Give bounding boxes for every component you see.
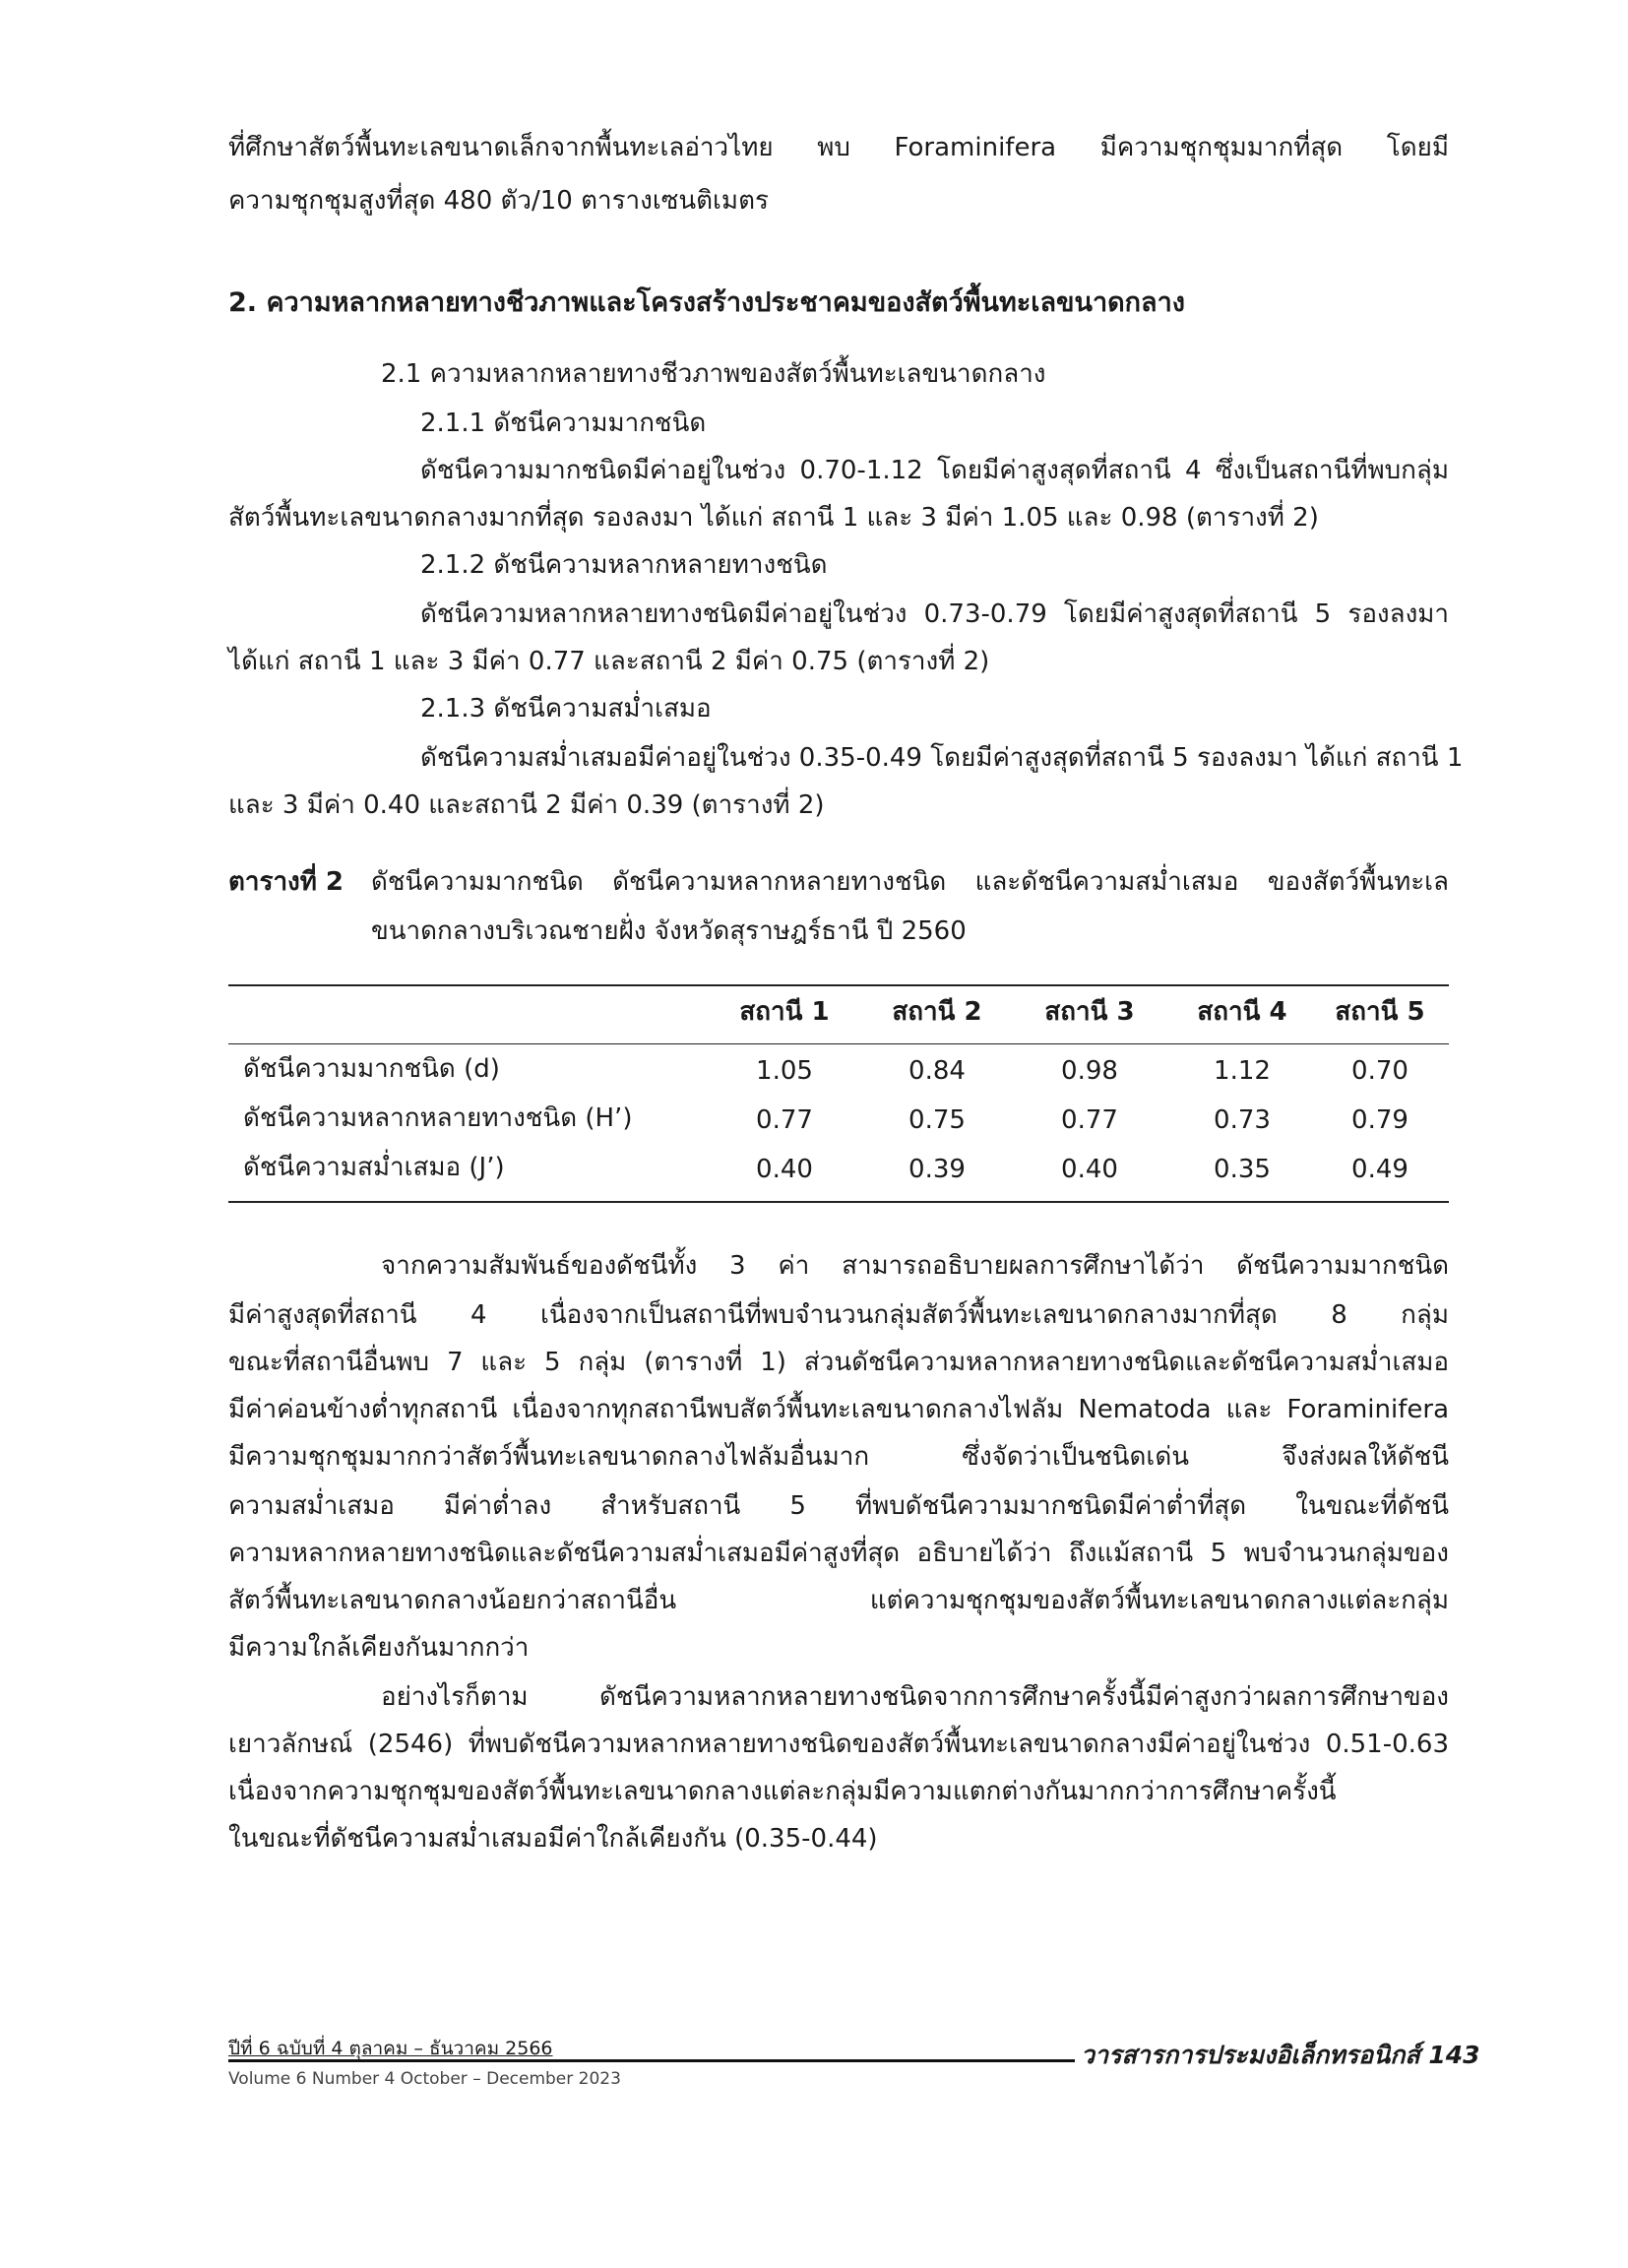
table-2-label: ตารางที่ 2 [228, 867, 344, 897]
table-header-station-3: สถานี 3 [1044, 997, 1135, 1027]
table-row-label: ดัชนีความมากชนิด (d) [243, 1054, 500, 1084]
table-header-station-4: สถานี 4 [1197, 997, 1287, 1027]
discussion-p1-line: ความหลากหลายทางชนิดและดัชนีความสม่ำเสมอมีค่าสูงที่สุด อธิบายได้ว่า ถึงแม้สถานี 5 พบจำนวนกลุ่มของ [228, 1539, 1449, 1568]
table-cell: 0.40 [756, 1155, 813, 1184]
table-rule-bottom [228, 1201, 1449, 1203]
discussion-p1-line: มีค่าค่อนข้างต่ำทุกสถานี เนื่องจากทุกสถานีพบสัตว์พื้นทะเลขนาดกลางไฟลัม Nematoda และ Foraminifera [228, 1395, 1449, 1424]
table-cell: 0.77 [1061, 1105, 1118, 1135]
discussion-p2-line: เนื่องจากความชุกชุมของสัตว์พื้นทะเลขนาดกลางแต่ละกลุ่มมีความแตกต่างกันมากกว่าการศึกษาครั้งนี้ [228, 1777, 1337, 1806]
para-2-1-2-line-1: ดัชนีความหลากหลายทางชนิดมีค่าอยู่ในช่วง 0.73-0.79 โดยมีค่าสูงสุดที่สถานี 5 รองลงมา [420, 599, 1449, 629]
discussion-p1-line: ขณะที่สถานีอื่นพบ 7 และ 5 กลุ่ม (ตารางที่ 1) ส่วนดัชนีความหลากหลายทางชนิดและดัชนีความสม่ำเสมอ [228, 1348, 1449, 1377]
table-cell: 0.40 [1061, 1155, 1118, 1184]
discussion-p2-line: อย่างไรก็ตาม ดัชนีความหลากหลายทางชนิดจากการศึกษาครั้งนี้มีค่าสูงกว่าผลการศึกษาของ [381, 1682, 1449, 1712]
table-cell: 0.73 [1214, 1105, 1271, 1135]
table-cell: 0.35 [1214, 1155, 1271, 1184]
table-cell: 0.84 [908, 1056, 966, 1086]
para-2-1-1-line-2: สัตว์พื้นทะเลขนาดกลางมากที่สุด รองลงมา ได้แก่ สถานี 1 และ 3 มีค่า 1.05 และ 0.98 (ตารางที่ 2) [228, 503, 1319, 533]
para-2-1-3-line-2: และ 3 มีค่า 0.40 และสถานี 2 มีค่า 0.39 (ตารางที่ 2) [228, 790, 825, 820]
subsection-2-1-heading: 2.1 ความหลากหลายทางชีวภาพของสัตว์พื้นทะเลขนาดกลาง [381, 359, 1046, 389]
footer-issue-thai: ปีที่ 6 ฉบับที่ 4 ตุลาคม – ธันวาคม 2566 [228, 2038, 553, 2059]
discussion-p1-line: ความสม่ำเสมอ มีค่าต่ำลง สำหรับสถานี 5 ที่พบดัชนีความมากชนิดมีค่าต่ำที่สุด ในขณะที่ดัชนี [228, 1491, 1449, 1521]
discussion-p1-line: มีความใกล้เคียงกันมากกว่า [228, 1633, 530, 1663]
discussion-p1-line: จากความสัมพันธ์ของดัชนีทั้ง 3 ค่า สามารถอธิบายผลการศึกษาได้ว่า ดัชนีความมากชนิด [381, 1251, 1449, 1281]
table-row-label: ดัชนีความสม่ำเสมอ (J’) [243, 1153, 505, 1182]
para-2-1-2-line-2: ได้แก่ สถานี 1 และ 3 มีค่า 0.77 และสถานี 2 มีค่า 0.75 (ตารางที่ 2) [228, 647, 990, 676]
table-2-caption-line-2: ขนาดกลางบริเวณชายฝั่ง จังหวัดสุราษฎร์ธานี ปี 2560 [371, 916, 967, 946]
table-cell: 0.49 [1351, 1155, 1409, 1184]
subsection-2-1-3-heading: 2.1.3 ดัชนีความสม่ำเสมอ [420, 694, 712, 724]
table-cell: 0.98 [1061, 1056, 1118, 1086]
footer-issue-english: Volume 6 Number 4 October – December 2023 [228, 2069, 621, 2089]
discussion-p1-line: มีค่าสูงสุดที่สถานี 4 เนื่องจากเป็นสถานีที่พบจำนวนกลุ่มสัตว์พื้นทะเลขนาดกลางมากที่สุด 8 กลุ่ม [228, 1300, 1449, 1330]
table-cell: 0.70 [1351, 1056, 1409, 1086]
discussion-p2-line: ในขณะที่ดัชนีความสม่ำเสมอมีค่าใกล้เคียงกัน (0.35-0.44) [228, 1824, 878, 1854]
table-2-caption-line-1: ดัชนีความมากชนิด ดัชนีความหลากหลายทางชนิด และดัชนีความสม่ำเสมอ ของสัตว์พื้นทะเล [371, 867, 1449, 897]
footer-rule [228, 2059, 1075, 2062]
intro-line-1: ที่ศึกษาสัตว์พื้นทะเลขนาดเล็กจากพื้นทะเลอ่าวไทย พบ Foraminifera มีความชุกชุมมากที่สุด โดยมี [228, 133, 1449, 162]
discussion-p1-line: มีความชุกชุมมากกว่าสัตว์พื้นทะเลขนาดกลางไฟลัมอื่นมาก ซึ่งจัดว่าเป็นชนิดเด่น จึงส่งผลให้ดัชนี [228, 1442, 1449, 1472]
footer-page-number: 143 [1428, 2041, 1480, 2069]
para-2-1-3-line-1: ดัชนีความสม่ำเสมอมีค่าอยู่ในช่วง 0.35-0.49 โดยมีค่าสูงสุดที่สถานี 5 รองลงมา ได้แก่ สถานี 1 [420, 743, 1464, 773]
table-cell: 1.05 [756, 1056, 813, 1086]
para-2-1-1-line-1: ดัชนีความมากชนิดมีค่าอยู่ในช่วง 0.70-1.12 โดยมีค่าสูงสุดที่สถานี 4 ซึ่งเป็นสถานีที่พบกลุ่ม [420, 456, 1449, 485]
section-2-heading: 2. ความหลากหลายทางชีวภาพและโครงสร้างประชาคมของสัตว์พื้นทะเลขนาดกลาง [228, 287, 1185, 318]
footer-journal [1081, 2041, 1480, 2070]
subsection-2-1-1-heading: 2.1.1 ดัชนีความมากชนิด [420, 409, 707, 438]
table-rule-mid [228, 1043, 1449, 1044]
footer-journal-title: วารสารการประมงอิเล็กทรอนิกส์ [1081, 2041, 1420, 2069]
discussion-p2-line: เยาวลักษณ์ (2546) ที่พบดัชนีความหลากหลายทางชนิดของสัตว์พื้นทะเลขนาดกลางมีค่าอยู่ในช่วง 0.51-0.63 [228, 1730, 1449, 1759]
table-header-station-1: สถานี 1 [739, 997, 830, 1027]
table-cell: 1.12 [1214, 1056, 1271, 1086]
table-header-station-5: สถานี 5 [1335, 997, 1425, 1027]
intro-line-2: ความชุกชุมสูงที่สุด 480 ตัว/10 ตารางเซนติเมตร [228, 186, 769, 216]
table-cell: 0.39 [908, 1155, 966, 1184]
table-cell: 0.75 [908, 1105, 966, 1135]
table-header-station-2: สถานี 2 [892, 997, 982, 1027]
table-cell: 0.77 [756, 1105, 813, 1135]
subsection-2-1-2-heading: 2.1.2 ดัชนีความหลากหลายทางชนิด [420, 550, 828, 580]
discussion-p1-line: สัตว์พื้นทะเลขนาดกลางน้อยกว่าสถานีอื่น แต่ความชุกชุมของสัตว์พื้นทะเลขนาดกลางแต่ละกลุ่ม [228, 1586, 1449, 1615]
table-rule-top [228, 984, 1449, 986]
table-row-label: ดัชนีความหลากหลายทางชนิด (H’) [243, 1103, 633, 1133]
table-cell: 0.79 [1351, 1105, 1409, 1135]
